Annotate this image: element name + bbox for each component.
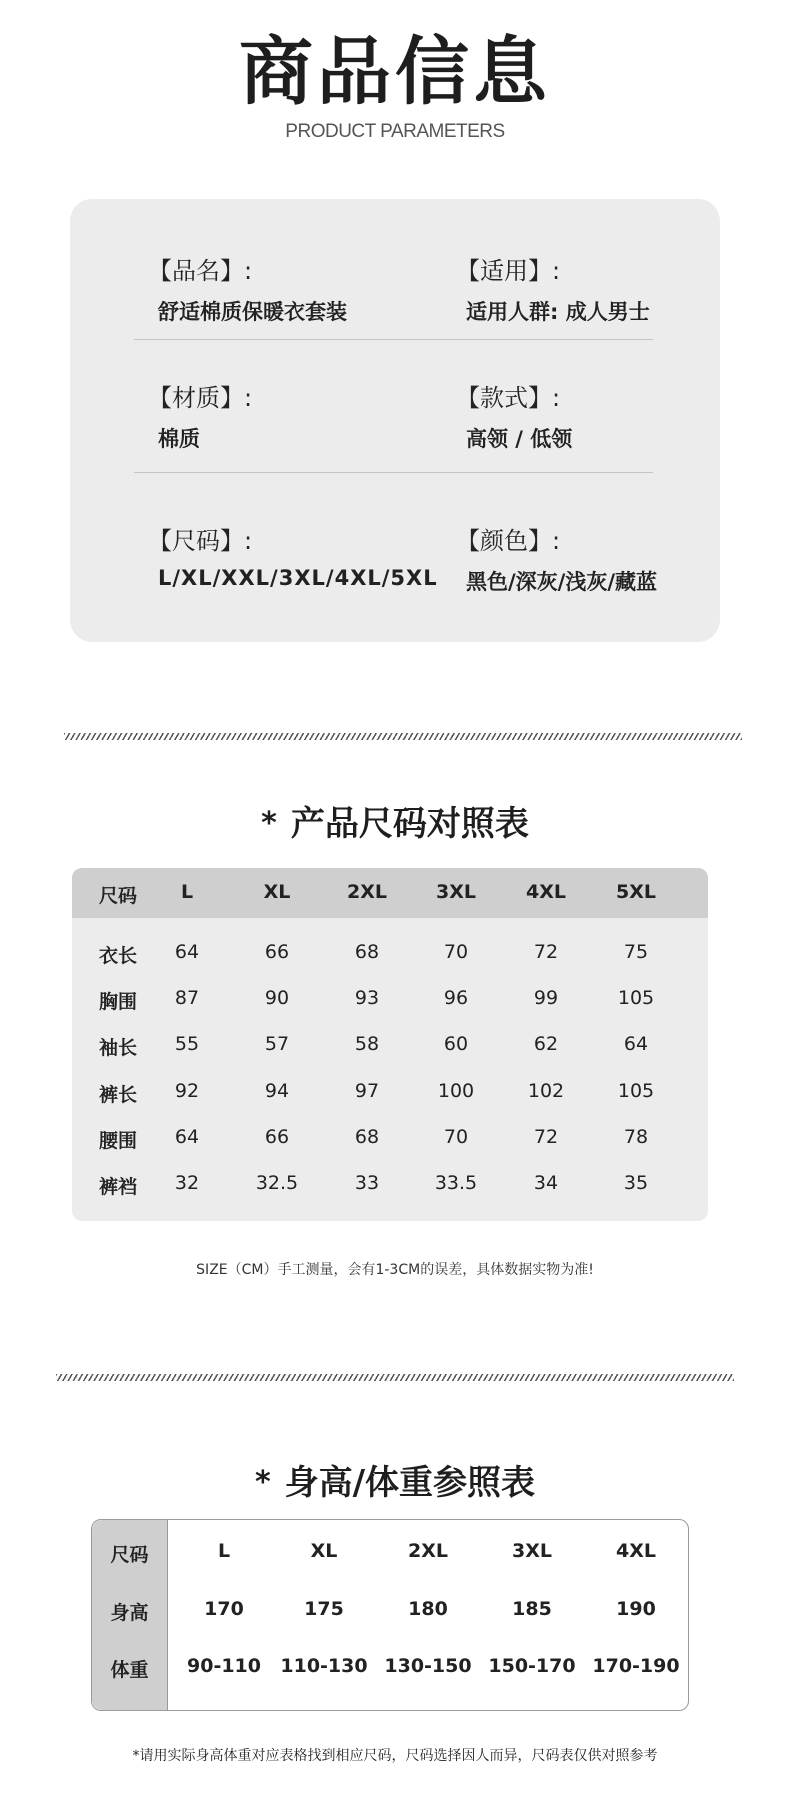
size-chart-cell: 68 xyxy=(354,941,380,963)
size-chart-cell: 70 xyxy=(443,941,469,963)
size-chart-cell: 64 xyxy=(623,1033,649,1055)
size-chart-row-label: 腰围 xyxy=(98,1130,137,1152)
size-chart-cell: 57 xyxy=(264,1033,290,1055)
size-chart-cell: 92 xyxy=(174,1080,200,1102)
size-chart-cell: 97 xyxy=(354,1080,380,1102)
hw-chart-title xyxy=(0,1455,790,1504)
hw-chart-cell: 150-170 xyxy=(488,1655,576,1677)
info-material-label: 【材质】: xyxy=(148,384,253,412)
info-divider xyxy=(134,339,653,340)
info-color-value: 黑色/深灰/浅灰/藏蓝 xyxy=(466,570,658,594)
info-style xyxy=(456,378,572,453)
info-apply-value: 适用人群: 成人男士 xyxy=(466,300,650,324)
size-chart-cell: 32.5 xyxy=(255,1172,299,1194)
size-chart-cell: 78 xyxy=(623,1126,649,1148)
info-name xyxy=(148,251,347,326)
hw-chart-cell: 185 xyxy=(512,1598,552,1620)
hw-chart-cell: 170-190 xyxy=(592,1655,680,1677)
size-chart-column-header: L xyxy=(180,881,194,903)
hw-chart-column-header: 4XL xyxy=(616,1540,656,1562)
info-name-value: 舒适棉质保暖衣套装 xyxy=(158,300,347,324)
size-chart-column-header: 3XL xyxy=(436,881,476,903)
hw-chart-table xyxy=(91,1519,689,1711)
hw-chart-column-header: 3XL xyxy=(512,1540,552,1562)
size-chart-note: SIZE（CM）手工测量，会有1-3CM的误差，具体数据实物为准! xyxy=(196,1262,594,1278)
size-chart-cell: 93 xyxy=(354,987,380,1009)
size-chart-cell: 62 xyxy=(533,1033,559,1055)
size-chart-cell: 102 xyxy=(527,1080,565,1102)
size-chart-cell: 64 xyxy=(174,941,200,963)
size-chart-cell: 94 xyxy=(264,1080,290,1102)
size-chart-table xyxy=(72,868,708,1221)
size-chart-cell: 75 xyxy=(623,941,649,963)
hw-chart-cell: 130-150 xyxy=(384,1655,472,1677)
info-apply xyxy=(456,251,650,326)
info-divider xyxy=(134,472,653,473)
size-chart-corner-header: 尺码 xyxy=(98,885,137,907)
hw-chart-cell: 170 xyxy=(204,1598,244,1620)
size-chart-cell: 64 xyxy=(174,1126,200,1148)
info-apply-label: 【适用】: xyxy=(456,257,561,285)
size-chart-cell: 87 xyxy=(174,987,200,1009)
size-chart-row-label: 裤长 xyxy=(98,1084,137,1106)
size-chart-cell: 58 xyxy=(354,1033,380,1055)
info-style-label: 【款式】: xyxy=(456,384,561,412)
hw-chart-column-header: XL xyxy=(310,1540,338,1562)
size-chart-cell: 55 xyxy=(174,1033,200,1055)
hatched-divider xyxy=(56,1374,734,1381)
size-chart-row-label: 胸围 xyxy=(98,991,137,1013)
size-chart-cell: 72 xyxy=(533,1126,559,1148)
hw-chart-column-header: 2XL xyxy=(408,1540,448,1562)
size-chart-cell: 70 xyxy=(443,1126,469,1148)
size-chart-cell: 105 xyxy=(617,987,655,1009)
size-chart-cell: 34 xyxy=(533,1172,559,1194)
info-color-label: 【颜色】: xyxy=(456,527,561,555)
size-chart-cell: 35 xyxy=(623,1172,649,1194)
hw-chart-note: *请用实际身高体重对应表格找到相应尺码，尺码选择因人而异，尺码表仅供对照参考 xyxy=(132,1748,658,1764)
size-chart-cell: 32 xyxy=(174,1172,200,1194)
size-chart-row-label: 衣长 xyxy=(98,945,137,967)
info-color xyxy=(456,521,657,596)
info-material-value: 棉质 xyxy=(158,427,200,451)
hw-chart-cell: 190 xyxy=(616,1598,656,1620)
size-chart-cell: 60 xyxy=(443,1033,469,1055)
hw-chart-column-header: L xyxy=(217,1540,231,1562)
page-subtitle: PRODUCT PARAMETERS xyxy=(285,121,505,142)
hw-chart-row-label: 体重 xyxy=(110,1659,149,1681)
size-chart-column-header: 4XL xyxy=(526,881,566,903)
hw-chart-cell: 180 xyxy=(408,1598,448,1620)
size-chart-column-header: 5XL xyxy=(616,881,656,903)
hw-chart-row-label: 尺码 xyxy=(110,1544,149,1566)
hw-chart-row-label: 身高 xyxy=(110,1602,149,1624)
hw-chart-cell: 90-110 xyxy=(187,1655,261,1677)
size-chart-row-label: 袖长 xyxy=(98,1037,137,1059)
size-chart-cell: 33 xyxy=(354,1172,380,1194)
info-size xyxy=(148,521,438,590)
page-title: 商品信息 xyxy=(239,29,551,115)
size-chart-cell: 66 xyxy=(264,1126,290,1148)
star-icon: * xyxy=(254,1465,271,1500)
size-chart-cell: 68 xyxy=(354,1126,380,1148)
info-style-value: 高领 / 低领 xyxy=(466,427,573,451)
size-chart-cell: 90 xyxy=(264,987,290,1009)
size-chart-cell: 96 xyxy=(443,987,469,1009)
product-info-card xyxy=(70,199,720,642)
size-chart-row-label: 裤裆 xyxy=(98,1176,137,1198)
size-chart-cell: 105 xyxy=(617,1080,655,1102)
size-chart-cell: 99 xyxy=(533,987,559,1009)
info-name-label: 【品名】: xyxy=(148,257,253,285)
size-chart-cell: 66 xyxy=(264,941,290,963)
star-icon: * xyxy=(261,806,277,841)
size-chart-title-text: 产品尺码对照表 xyxy=(290,804,529,844)
size-chart-title xyxy=(0,796,790,845)
size-chart-cell: 100 xyxy=(437,1080,475,1102)
hatched-divider xyxy=(64,733,742,740)
info-size-label: 【尺码】: xyxy=(148,527,253,555)
info-size-value: L/XL/XXL/3XL/4XL/5XL xyxy=(158,566,438,590)
info-material xyxy=(148,378,252,453)
hw-chart-title-text: 身高/体重参照表 xyxy=(284,1463,536,1503)
hw-chart-cell: 110-130 xyxy=(280,1655,368,1677)
size-chart-cell: 72 xyxy=(533,941,559,963)
size-chart-cell: 33.5 xyxy=(434,1172,478,1194)
hw-chart-cell: 175 xyxy=(304,1598,344,1620)
size-chart-column-header: XL xyxy=(263,881,291,903)
size-chart-column-header: 2XL xyxy=(347,881,387,903)
